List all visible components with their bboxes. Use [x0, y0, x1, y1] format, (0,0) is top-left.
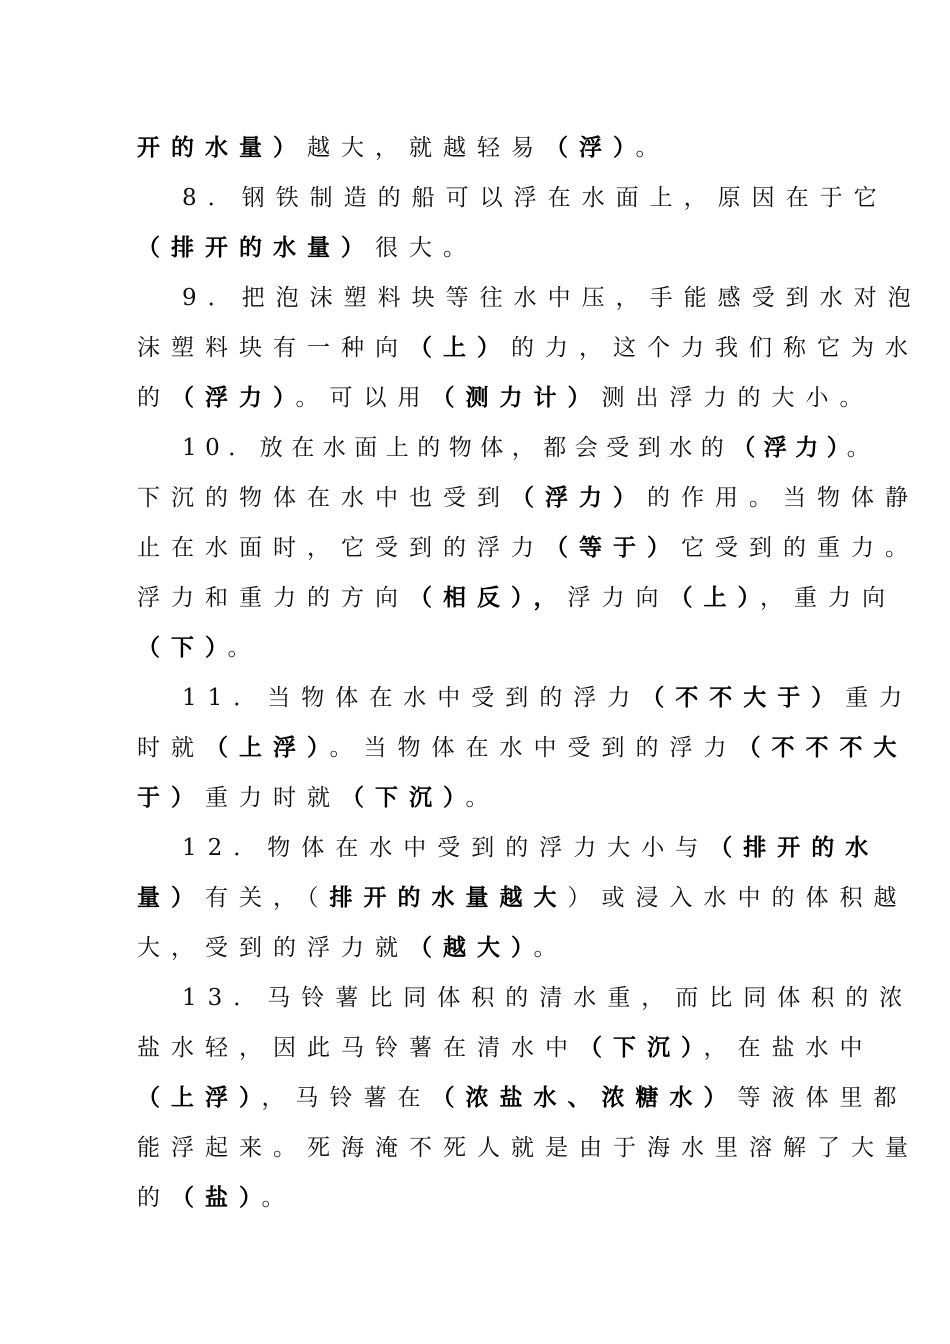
answer-text: 量）: [137, 885, 205, 911]
text-line: [137, 728, 908, 768]
body-text: 等液体里都: [737, 1085, 908, 1111]
answer-text: （测力计）: [431, 385, 602, 411]
text-line: [137, 928, 568, 968]
answer-text: （相反），: [409, 585, 568, 611]
body-text: 9．把泡沫塑料块等往水中压，手能感受到水对泡: [182, 285, 922, 311]
body-text: 10．放在水面上的物体，都会受到水的: [182, 435, 733, 461]
answer-text: （盐）: [171, 1185, 262, 1211]
body-text: 。: [261, 1185, 296, 1211]
body-text: 的: [137, 1185, 171, 1211]
text-line: [137, 578, 896, 618]
body-text: 8．钢铁制造的船可以浮在水面上，原因在于它: [182, 185, 888, 211]
answer-text: 开的水量）: [137, 135, 307, 161]
text-line: [137, 328, 919, 368]
text-line: [182, 678, 913, 718]
answer-text: （浮力）: [511, 485, 647, 511]
answer-text: （浮力）: [732, 435, 847, 461]
body-text: 大，受到的浮力就: [137, 935, 409, 961]
answer-text: （不不不大: [737, 735, 908, 761]
body-text: 12．物体在水中受到的浮力大小与: [182, 835, 710, 861]
body-text: 。: [635, 135, 670, 161]
body-text: ）或浸入水中的体积越: [567, 885, 908, 911]
answer-text: （排开的水量）: [137, 235, 375, 261]
text-line: [137, 1028, 874, 1068]
body-text: 很大。: [375, 235, 477, 261]
body-text: 。: [846, 435, 879, 461]
body-text: 。可以用: [295, 385, 432, 411]
body-text: 有关，（: [205, 885, 330, 911]
text-line: [137, 128, 670, 168]
body-text: 能浮起来。死海淹不死人就是由于海水里溶解了大量: [137, 1135, 919, 1161]
text-line: [137, 628, 262, 668]
body-text: 13．马铃薯比同体积的清水重，而比同体积的浓: [182, 985, 914, 1011]
body-text: 。: [227, 635, 262, 661]
body-text: 重力: [845, 685, 914, 711]
answer-text: （排开的水: [709, 835, 880, 861]
body-text: 的力，这个力我们称它为水: [511, 335, 919, 361]
answer-text: （上浮）: [205, 735, 330, 761]
answer-text: 排开的水量越大: [329, 885, 568, 911]
body-text: 浮力和重力的方向: [137, 585, 409, 611]
text-line: [137, 1128, 919, 1168]
body-text: ，在盐水中: [703, 1035, 874, 1061]
body-text: 重力时就: [205, 785, 341, 811]
body-text: 它受到的重力。: [681, 535, 919, 561]
text-line: [182, 178, 888, 218]
text-line: [137, 228, 477, 268]
text-line: [137, 378, 874, 418]
body-text: 沫塑料块有一种向: [137, 335, 409, 361]
body-text: 测出浮力的大小。: [601, 385, 874, 411]
body-text: ，重力向: [760, 585, 896, 611]
body-text: 时就: [137, 735, 205, 761]
answer-text: （不不大于）: [641, 685, 846, 711]
body-text: 的: [137, 385, 171, 411]
body-text: 。: [533, 935, 568, 961]
answer-text: （等于）: [545, 535, 681, 561]
text-line: [137, 478, 919, 518]
text-line: [182, 278, 922, 318]
body-text: 11．当物体在水中受到的浮力: [182, 685, 642, 711]
text-line: [137, 778, 500, 818]
body-text: ，马铃薯在: [261, 1085, 432, 1111]
answer-text: 于）: [137, 785, 205, 811]
answer-text: （浮力）: [171, 385, 296, 411]
text-line: [182, 828, 879, 868]
answer-text: （上）: [669, 585, 760, 611]
answer-text: （浓盐水、浓糖水）: [431, 1085, 738, 1111]
text-line: [137, 1078, 908, 1118]
text-line: [182, 978, 913, 1018]
text-line: [137, 528, 919, 568]
answer-text: （下沉）: [579, 1035, 704, 1061]
text-line: [182, 428, 878, 468]
answer-text: （上）: [409, 335, 511, 361]
body-text: 的作用。当物体静: [647, 485, 919, 511]
answer-text: （上浮）: [137, 1085, 262, 1111]
answer-text: （越大）: [409, 935, 534, 961]
answer-text: （浮）: [545, 135, 636, 161]
body-text: 盐水轻，因此马铃薯在清水中: [137, 1035, 579, 1061]
body-text: 下沉的物体在水中也受到: [137, 485, 511, 511]
body-text: 越大，就越轻易: [307, 135, 545, 161]
answer-text: （下沉）: [341, 785, 466, 811]
answer-text: （下）: [137, 635, 228, 661]
body-text: 止在水面时，它受到的浮力: [137, 535, 545, 561]
body-text: 。: [465, 785, 500, 811]
body-text: 。当物体在水中受到的浮力: [329, 735, 738, 761]
text-line: [137, 878, 908, 918]
body-text: 浮力向: [567, 585, 670, 611]
text-line: [137, 1178, 296, 1218]
